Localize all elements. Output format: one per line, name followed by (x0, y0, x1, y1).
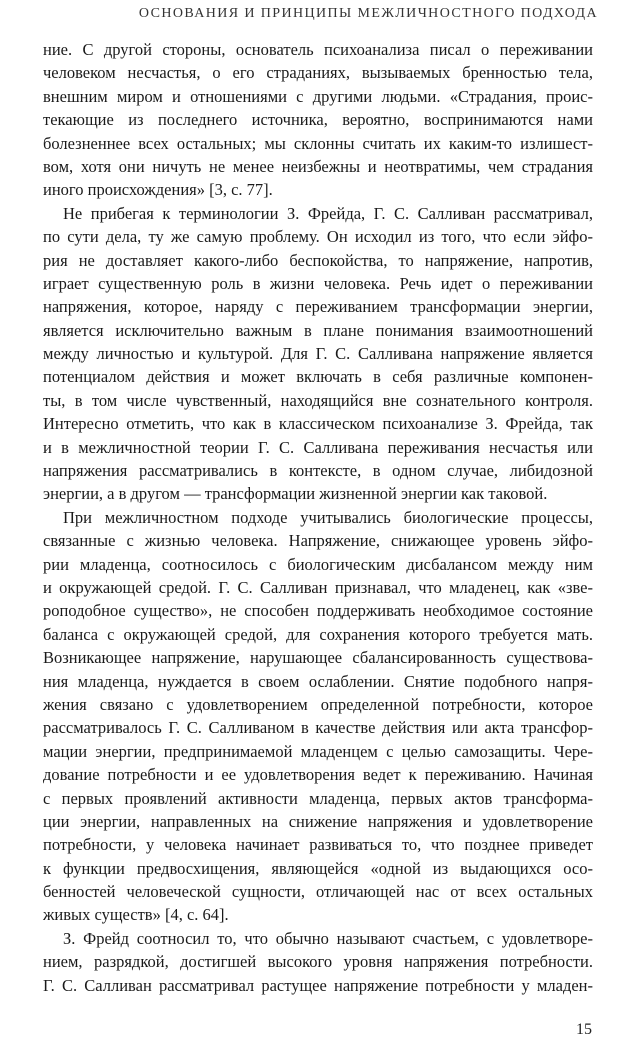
text-line: иного происхождения» [3, с. 77]. (43, 180, 273, 200)
text-line: ния младенца, нуждается в своем ослаблении. Снятие подобного напря- (43, 671, 593, 691)
text-line: с первых проявлений активности младенца, первых актов трансформа- (43, 788, 593, 808)
text-line: к функции предвосхищения, являющейся «одной из выдающихся осо- (43, 858, 593, 878)
text-line: является исключительно важным в плане понимания взаимоотношений (43, 320, 593, 340)
text-line: нием, разрядкой, достигшей высокого уровня напряжения потребности. (43, 952, 593, 972)
text-line: При межличностном подходе учитывались биологические процессы, (63, 507, 593, 527)
text-line: ние. С другой стороны, основатель психоанализа писал о переживании (43, 40, 593, 59)
text-line: связанные с жизнью человека. Напряжение, снижающее уровень эйфо- (43, 531, 593, 551)
text-line: баланса с окружающей средой, для сохранения которого требуется мать. (43, 624, 593, 644)
text-line: по сути дела, ту же самую проблему. Он исходил из того, что если эйфо- (43, 227, 593, 247)
page-number: 15 (576, 1021, 592, 1038)
text-line: напряжения, которое, наряду с переживанием трансформации энергии, (43, 297, 593, 317)
text-line: ции энергии, направленных на снижение напряжения и удовлетворение (43, 811, 593, 831)
text-line: энергии, а в другом — трансформации жизненной энергии как таковой. (43, 484, 548, 504)
text-line: жения связано с удовлетворением определенной потребности, которое (43, 694, 593, 714)
running-header: ОСНОВАНИЯ И ПРИНЦИПЫ МЕЖЛИЧНОСТНОГО ПОДХОДА (138, 6, 598, 21)
text-line: мации энергии, предпринимаемой младенцем с целью самозащиты. Чере- (43, 741, 593, 761)
text-line: и в межличностной теории Г. С. Салливана переживания несчастья или (43, 437, 593, 457)
text-line: болезненнее всех остальных; мы склонны считать их каким-то излишест- (43, 133, 593, 153)
text-line: Возникающее напряжение, нарушающее сбалансированность существова- (43, 648, 593, 668)
text-line: играет существенную роль в жизни человека. Речь идет о переживании (43, 273, 593, 293)
text-line: рассматривалось Г. С. Салливаном в качестве действия или акта трансфор- (43, 718, 593, 738)
body-text (43, 38, 593, 997)
text-line: потенциалом действия и может включать в себя различные компонен- (43, 367, 593, 387)
text-line: вом, хотя они ничуть не менее неизбежны и неотвратимы, чем страдания (43, 156, 593, 176)
text-line: Г. С. Салливан рассматривал растущее напряжение потребности у младен- (43, 975, 593, 995)
text-line: человеком несчастья, о его страданиях, вызываемых бренностью тела, (43, 63, 593, 83)
text-line: бенностей человеческой сущности, отличающей нас от всех остальных (43, 882, 593, 902)
text-line: внешним миром и отношениями с другими людьми. «Страдания, проис- (43, 86, 593, 106)
text-line: потребности, у человека начинает развиваться то, что позднее приведет (43, 835, 593, 855)
text-line: дование потребности и ее удовлетворения ведет к переживанию. Начиная (43, 765, 593, 785)
text-line: Не прибегая к терминологии З. Фрейда, Г. С. Салливан рассматривал, (63, 203, 593, 223)
text-line: живых существ» [4, с. 64]. (43, 905, 229, 925)
text-line: Интересно отметить, что как в классическом психоанализе З. Фрейда, так (43, 414, 593, 434)
text-line: роподобное существо», не способен поддерживать необходимое состояние (43, 601, 593, 621)
text-line: З. Фрейд соотносил то, что обычно называют счастьем, с удовлетворе- (63, 928, 593, 948)
text-line: между личностью и культурой. Для Г. С. Салливана напряжение является (43, 344, 593, 364)
text-line: напряжения рассматривались в контексте, в одном случае, либидозной (43, 461, 593, 481)
text-line: текающие из последнего источника, вероятно, воспринимаются нами (43, 110, 593, 130)
text-line: ты, в том числе чувственный, находящийся вне сознательного контроля. (43, 390, 593, 410)
text-line: рии младенца, соотносилось с биологическим дисбалансом между ним (43, 554, 593, 574)
text-line: рия не доставляет какого-либо беспокойства, то напряжение, напротив, (43, 250, 593, 270)
text-line: и окружающей средой. Г. С. Салливан признавал, что младенец, как «зве- (43, 577, 593, 597)
